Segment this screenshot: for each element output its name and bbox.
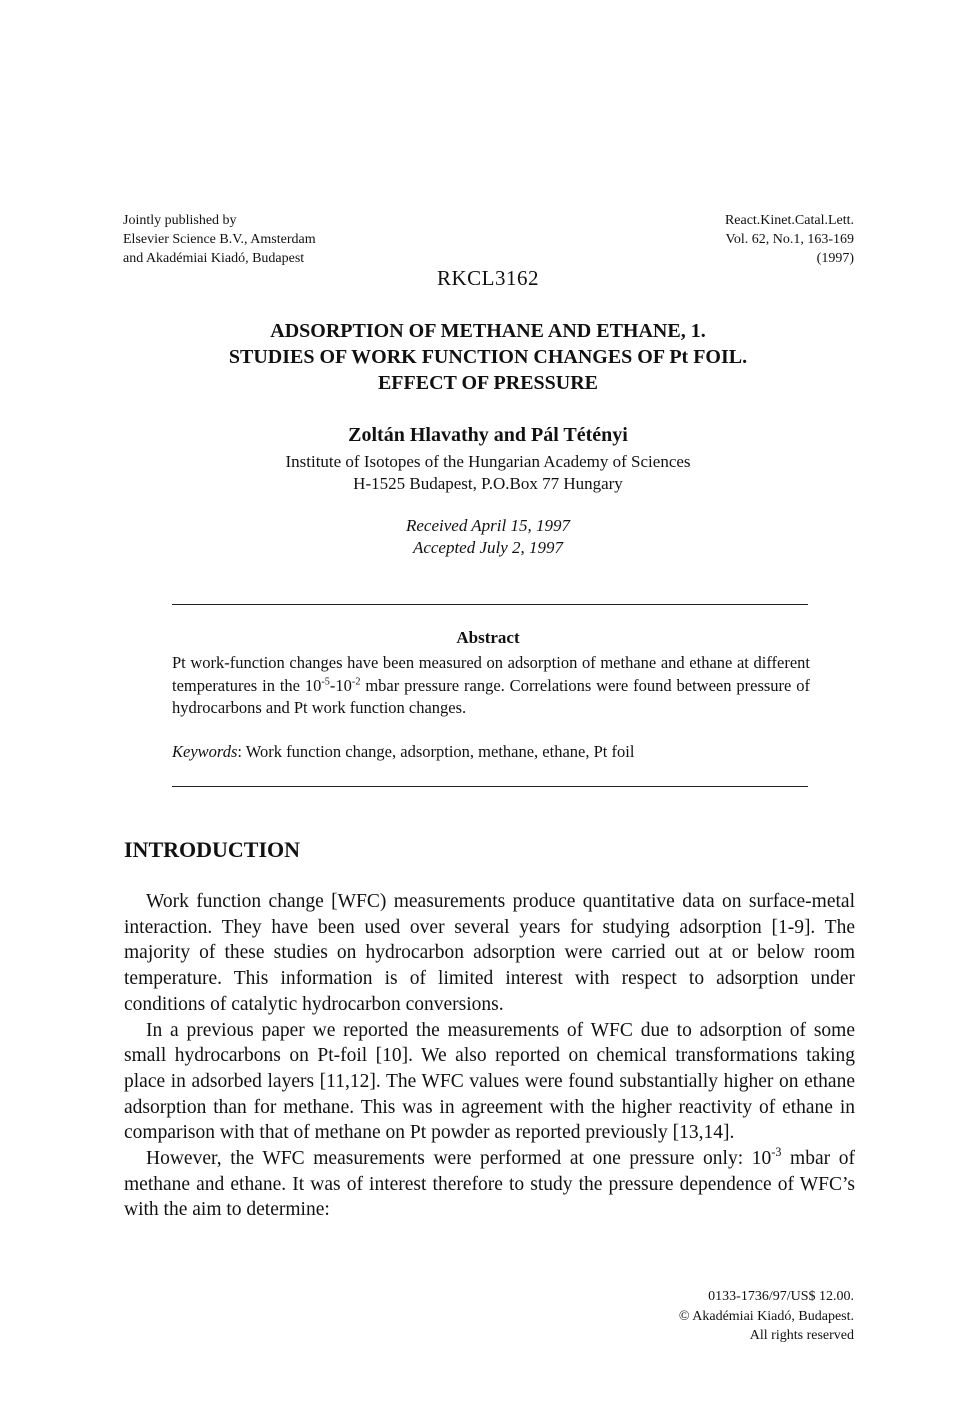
footer-rights: All rights reserved [749,1328,854,1343]
introduction-heading: INTRODUCTION [124,837,301,862]
introduction-paragraph-2: In a previous paper we reported the measurements of WFC due to adsorption of some small hydrocarbons on Pt-foil [10]. We also reported on chemical transformations taking place in adsorbed layers [11,12]. The WFC values were found substantially higher on ethane adsorption than for methane. This was in agreement with the higher reactivity of ethane in comparison with that of methane on Pt powder as reported previously [13,14]. [124,1019,855,1144]
abstract-bottom-divider [172,786,808,787]
abstract-exponent-1: -5 [321,675,330,687]
introduction-body [124,889,855,1223]
abstract-heading: Abstract [456,628,520,647]
paragraph-3-exponent: -3 [771,1145,782,1160]
authors: Zoltán Hlavathy and Pál Tétényi [348,424,628,446]
title-line-2: STUDIES OF WORK FUNCTION CHANGES OF Pt FOIL. [228,346,748,368]
abstract-exponent-2: -2 [351,675,361,687]
footer-copyright: © Akadémiai Kiadó, Budapest. [678,1308,854,1324]
paragraph-3-part-2: mbar of methane and ethane. It was of interest therefore to study the pressure dependence of WFC’s with the aim to determine: [124,1148,856,1221]
title-line-1: ADSORPTION OF METHANE AND ETHANE, 1. [270,320,706,342]
dates [0,515,976,559]
keywords-text: : Work function change, adsorption, methane, ethane, Pt foil [237,742,635,761]
received-date: Received April 15, 1997 [406,516,570,535]
affiliation-line-1: Institute of Isotopes of the Hungarian Academy of Sciences [285,452,691,471]
abstract-body [172,652,810,720]
publisher-line-3: and Akadémiai Kiadó, Budapest [123,251,305,266]
journal-year: (1997) [816,251,854,266]
abstract-top-divider [172,604,808,605]
publisher-info [123,211,316,268]
journal-citation [725,211,854,268]
abstract-range-dash: -10 [329,675,352,695]
introduction-paragraph-3 [124,1146,855,1223]
footer-issn-price: 0133-1736/97/US$ 12.00. [708,1289,854,1304]
journal-name: React.Kinet.Catal.Lett. [724,213,854,228]
paper-title [0,318,976,396]
publisher-line-2: Elsevier Science B.V., Amsterdam [123,232,316,247]
accepted-date: Accepted July 2, 1997 [412,538,564,557]
keywords-label: Keywords [172,742,238,761]
publisher-line-1: Jointly published by [123,213,237,228]
affiliation-line-2: H-1525 Budapest, P.O.Box 77 Hungary [353,474,623,493]
affiliation [0,451,976,495]
journal-volume: Vol. 62, No.1, 163-169 [725,232,854,247]
introduction-paragraph-1: Work function change [WFC) measurements produce quantitative data on surface-metal interaction. They have been used over several years for studying adsorption [1-9]. The majority of these studies on hydrocarbon adsorption were carried out at or below room temperature. This information is of limited interest with respect to adsorption under conditions of catalytic hydrocarbon conversions. [124,891,855,1015]
paper-code: RKCL3162 [436,266,539,290]
keywords [172,742,812,762]
abstract-text-part-1: Pt work-function changes have been measured on adsorption of methane and ethane at different temperatures in the 10 [172,653,810,695]
title-line-3: EFFECT OF PRESSURE [377,372,599,394]
abstract-text-part-2: mbar pressure range. Correlations were found between pressure of hydrocarbons and Pt work function changes. [172,675,810,717]
paragraph-3-part-1: However, the WFC measurements were performed at one pressure only: 10 [146,1148,772,1170]
copyright-footer [679,1287,854,1346]
